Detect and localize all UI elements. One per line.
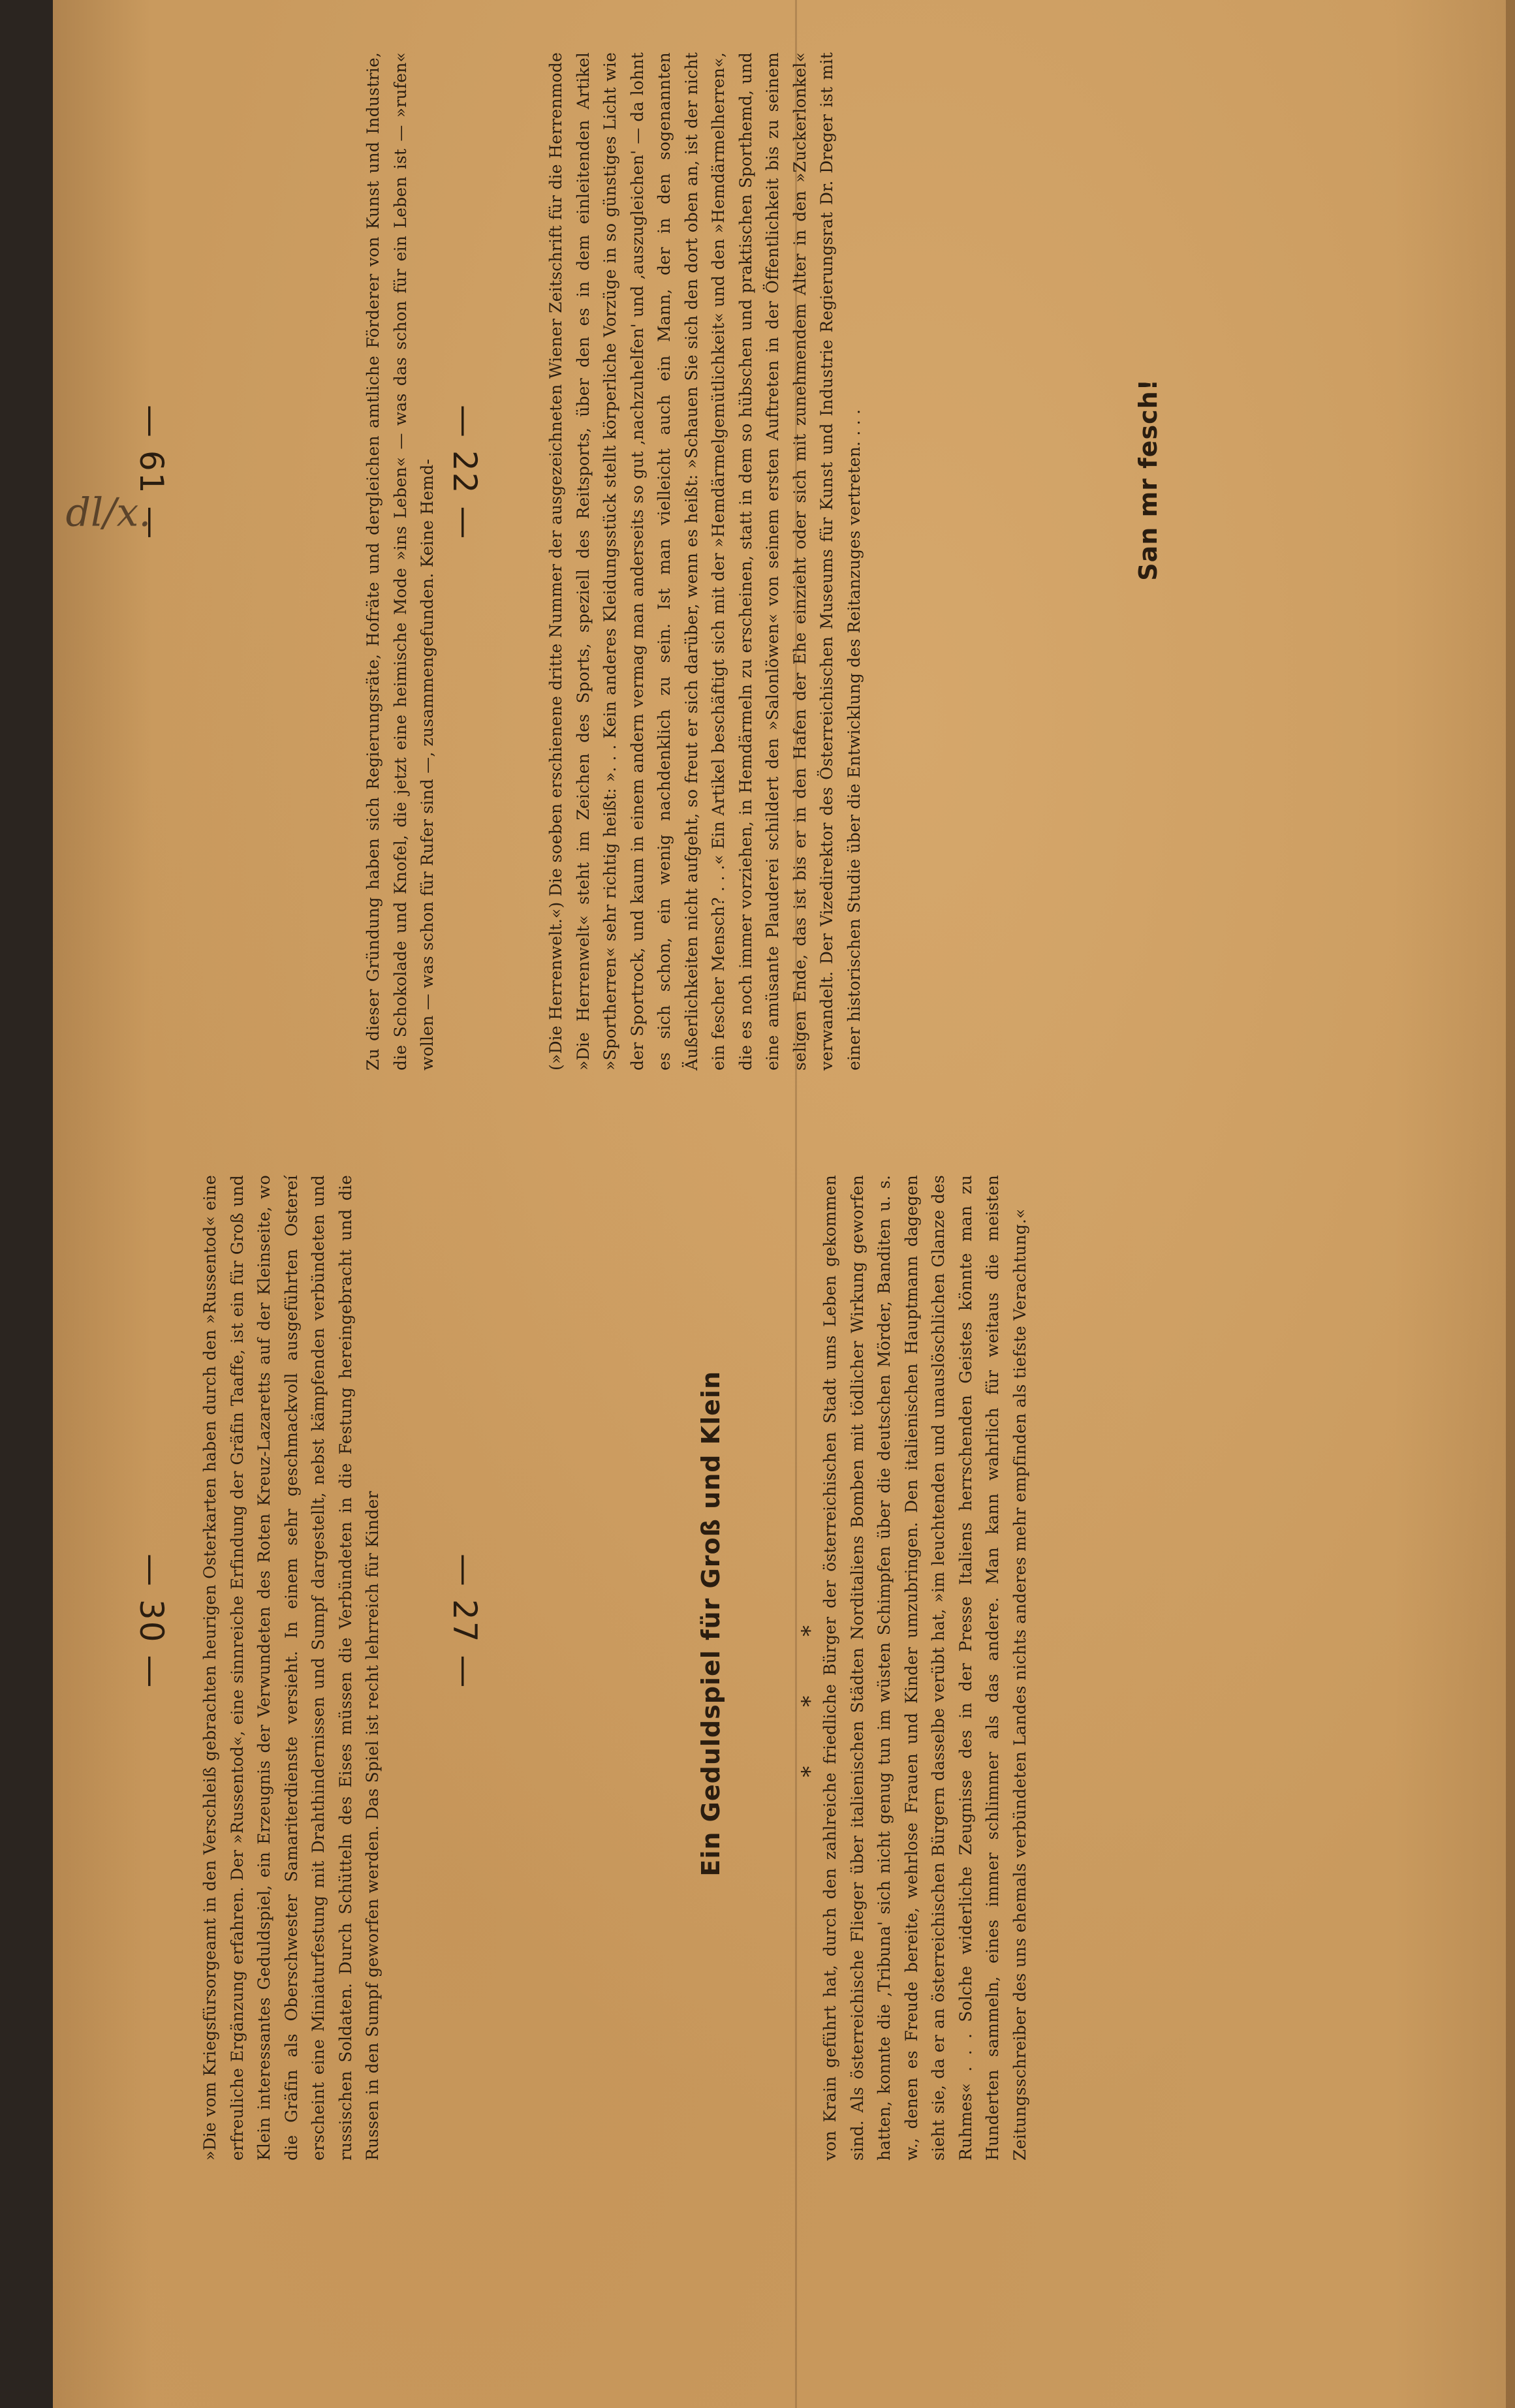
article-title-geduldspiel: Ein Geduldspiel für Groß und Klein <box>696 1371 725 1877</box>
article-body-left-paragraph-1: (»Die Herrenwelt.«) Die soeben erschienene dritte Nummer der ausgezeichneten Wiener Zeitschrift für die Herrenmode »Die Herrenwelt« steht im Zeichen des Sports, speziell des Reitsports, über den es in dem einleitenden Artikel »Sportherren« sehr richtig heißt: ». . . Kein anderes Kleidungsstück stellt körperliche Vorzüge in so günstiges Licht wie der Sportrock, und kaum in einem andern vermag man anderseits so gut ‚nachzuhelfen' und ‚auszugleichen' — da lohnt es sich schon, ein wenig nachdenklich zu sein. Ist man vielleicht auch ein Mann, der in den sogenannten Äußerlichkeiten nicht aufgeht, so freut er sich darüber, wenn es heißt: »Schauen Sie sich den dort oben an, ist der nicht ein fescher Mensch? . . .« Ein Artikel beschäftigt sich mit der »Hemdärmelgemütlichkeit« und den »Hemdärmelherren«, die es noch immer vorziehen, in Hemdärmeln zu erscheinen, statt in dem so hübschen und praktischen Sporthemd, und eine amüsante Plauderei schildert den »Salonlöwen« von seinem ersten Auftreten in der Öffentlichkeit bis zu seinem seligen Ende, das ist bis er in den Hafen der Ehe einzieht oder sich mit zunehmendem Alter in den »Zuckerlonkel« verwandelt. Der Vizedirektor des Österreichischen Museums für Kunst und Industrie Regierungsrat Dr. Dreger ist mit einer historischen Studie über die Entwicklung des Reitanzuges vertreten. . . . <box>546 52 864 1071</box>
page-number-top-right: — 30 — <box>133 1554 170 1689</box>
article-body-left-paragraph-2: Zu dieser Gründung haben sich Regierungsräte, Hofräte und dergleichen amtliche Förderer von Kunst und Industrie, die Schokolade und Knofel, die jetzt eine heimische Mode »ins Leben« — was das schon für ein Leben ist — »rufen« wollen — was schon für Rufer sind —, zusammengefunden. Keine Hemd- <box>364 52 437 1071</box>
section-separator-stars: * * * <box>797 1599 823 1777</box>
page-edge-shadow <box>1506 0 1515 2408</box>
dark-binding-edge <box>0 0 53 2408</box>
handwritten-note: dl/x. <box>65 490 151 536</box>
page-number-bottom-left: — 22 — <box>446 405 484 540</box>
article-body-right: »Die vom Kriegsfürsorgeamt in den Verschleiß gebrachten heurigen Osterkarten haben durch den »Russentod« eine erfreuliche Ergänzung erfahren. Der »Russentod«, eine sinnreiche Erfindung der Gräfin Taaffe, ist ein für Groß und Klein interessantes Geduldspiel, ein Erzeugnis der Verwundeten des Roten Kreuz-Lazaretts auf der Kleinseite, wo die Gräfin als Oberschwester Samariterdienste versieht. In einem sehr geschmackvoll ausgeführten Ostereí erscheint eine Miniaturfestung mit Drahthindernissen und Sumpf dargestellt, nebst kämpfenden verbündeten und russischen Soldaten. Durch Schütteln des Eises müssen die Verbündeten in die Festung hereingebracht und die Russen in den Sumpf geworfen werden. Das Spiel ist recht lehrreich für Kinder <box>200 1175 382 2161</box>
page-number-top-left: — 61 — <box>133 405 170 540</box>
page-number-bottom-right: — 27 — <box>446 1554 484 1689</box>
article-title-san-mr-fesch: San mr fesch! <box>1134 379 1163 581</box>
article-body-right-top: von Krain geführt hat, durch den zahlreiche friedliche Bürger der österreichischen Stadt ums Leben gekommen sind. Als österreichische Flieger über italienischen Städten Norditaliens Bomben mit tödlicher Wirkung geworfen hatten, konnte die ‚Tribuna' sich nicht genug tun im wüsten Schimpfen über die deutschen Mörder, Banditen u. s. w., denen es Freude bereite, wehrlose Frauen und Kinder umzubringen. Den italienischen Hauptmann dagegen sieht sie, da er an österreichischen Bürgern dasselbe verübt hat, »im leuchtenden und unauslöschlichen Glanze des Ruhmes« . . . Solche widerliche Zeugnisse des in der Presse Italiens herrschenden Geistes könnte man zu Hunderten sammeln, eines immer schlimmer als das andere. Man kann wahrlich für weitaus die meisten Zeitungsschreiber des uns ehemals verbündeten Landes nichts anderes mehr empfinden als tiefste Verachtung.« <box>820 1175 1029 2161</box>
